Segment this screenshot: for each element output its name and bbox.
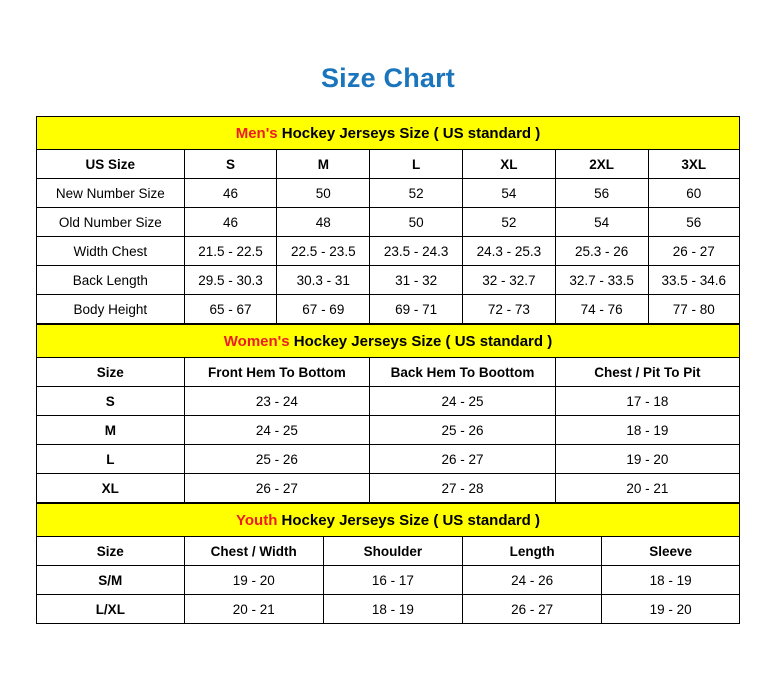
table-row bbox=[37, 474, 740, 503]
table-cell: 20 - 21 bbox=[184, 595, 323, 624]
table-cell: 72 - 73 bbox=[462, 295, 555, 324]
row-label: Old Number Size bbox=[37, 208, 185, 237]
womens-header-cell: Front Hem To Bottom bbox=[184, 358, 370, 387]
youth-header-cell: Chest / Width bbox=[184, 537, 323, 566]
mens-header-cell: 3XL bbox=[648, 150, 739, 179]
table-cell: 46 bbox=[184, 208, 277, 237]
table-cell: 74 - 76 bbox=[555, 295, 648, 324]
youth-banner-accent: Youth bbox=[236, 511, 278, 529]
table-cell: 16 - 17 bbox=[323, 566, 462, 595]
table-cell: 19 - 20 bbox=[184, 566, 323, 595]
table-cell: 26 - 27 bbox=[184, 474, 370, 503]
table-cell: 18 - 19 bbox=[555, 416, 739, 445]
row-label: XL bbox=[37, 474, 185, 503]
table-cell: 25.3 - 26 bbox=[555, 237, 648, 266]
youth-banner-row bbox=[37, 504, 740, 537]
mens-banner bbox=[37, 117, 740, 150]
youth-header-cell: Size bbox=[37, 537, 185, 566]
table-row bbox=[37, 566, 740, 595]
youth-header-cell: Shoulder bbox=[323, 537, 462, 566]
table-cell: 19 - 20 bbox=[555, 445, 739, 474]
table-cell: 32 - 32.7 bbox=[462, 266, 555, 295]
row-label: Back Length bbox=[37, 266, 185, 295]
youth-banner bbox=[37, 504, 740, 537]
table-cell: 24 - 25 bbox=[184, 416, 370, 445]
table-cell: 18 - 19 bbox=[602, 566, 740, 595]
womens-banner-row bbox=[37, 325, 740, 358]
mens-header-row bbox=[37, 150, 740, 179]
table-cell: 56 bbox=[648, 208, 739, 237]
table-cell: 26 - 27 bbox=[648, 237, 739, 266]
table-cell: 50 bbox=[277, 179, 370, 208]
table-row bbox=[37, 595, 740, 624]
table-cell: 69 - 71 bbox=[370, 295, 463, 324]
table-cell: 23.5 - 24.3 bbox=[370, 237, 463, 266]
table-cell: 29.5 - 30.3 bbox=[184, 266, 277, 295]
womens-header-cell: Chest / Pit To Pit bbox=[555, 358, 739, 387]
table-row bbox=[37, 266, 740, 295]
table-row bbox=[37, 237, 740, 266]
table-row bbox=[37, 295, 740, 324]
table-cell: 31 - 32 bbox=[370, 266, 463, 295]
table-cell: 25 - 26 bbox=[370, 416, 556, 445]
table-row bbox=[37, 179, 740, 208]
mens-header-cell: 2XL bbox=[555, 150, 648, 179]
mens-banner-rest: Hockey Jerseys Size ( US standard ) bbox=[277, 124, 541, 142]
mens-header-cell: M bbox=[277, 150, 370, 179]
table-row bbox=[37, 416, 740, 445]
womens-banner-accent: Women's bbox=[223, 332, 290, 350]
table-cell: 52 bbox=[462, 208, 555, 237]
table-cell: 48 bbox=[277, 208, 370, 237]
table-cell: 54 bbox=[462, 179, 555, 208]
youth-header-cell: Length bbox=[463, 537, 602, 566]
row-label: Width Chest bbox=[37, 237, 185, 266]
mens-banner-accent: Men's bbox=[235, 124, 278, 142]
table-cell: 54 bbox=[555, 208, 648, 237]
mens-header-cell: L bbox=[370, 150, 463, 179]
table-cell: 21.5 - 22.5 bbox=[184, 237, 277, 266]
row-label: L bbox=[37, 445, 185, 474]
row-label: S/M bbox=[37, 566, 185, 595]
page-title: Size Chart bbox=[320, 63, 456, 93]
mens-header-cell: XL bbox=[462, 150, 555, 179]
mens-header-cell: S bbox=[184, 150, 277, 179]
youth-header-cell: Sleeve bbox=[602, 537, 740, 566]
table-cell: 19 - 20 bbox=[602, 595, 740, 624]
table-cell: 23 - 24 bbox=[184, 387, 370, 416]
table-cell: 32.7 - 33.5 bbox=[555, 266, 648, 295]
table-cell: 60 bbox=[648, 179, 739, 208]
table-cell: 52 bbox=[370, 179, 463, 208]
table-cell: 50 bbox=[370, 208, 463, 237]
table-cell: 67 - 69 bbox=[277, 295, 370, 324]
row-label: S bbox=[37, 387, 185, 416]
table-cell: 46 bbox=[184, 179, 277, 208]
table-row bbox=[37, 208, 740, 237]
row-label: L/XL bbox=[37, 595, 185, 624]
table-cell: 33.5 - 34.6 bbox=[648, 266, 739, 295]
row-label: M bbox=[37, 416, 185, 445]
youth-header-row bbox=[37, 537, 740, 566]
womens-header-row bbox=[37, 358, 740, 387]
table-cell: 56 bbox=[555, 179, 648, 208]
youth-banner-rest: Hockey Jerseys Size ( US standard ) bbox=[277, 511, 540, 529]
row-label: New Number Size bbox=[37, 179, 185, 208]
table-cell: 77 - 80 bbox=[648, 295, 739, 324]
mens-size-table bbox=[36, 116, 740, 324]
table-cell: 20 - 21 bbox=[555, 474, 739, 503]
table-cell: 25 - 26 bbox=[184, 445, 370, 474]
size-tables-container bbox=[36, 116, 740, 624]
row-label: Body Height bbox=[37, 295, 185, 324]
womens-header-cell: Size bbox=[37, 358, 185, 387]
table-cell: 22.5 - 23.5 bbox=[277, 237, 370, 266]
table-cell: 24 - 25 bbox=[370, 387, 556, 416]
table-cell: 18 - 19 bbox=[323, 595, 462, 624]
table-row bbox=[37, 387, 740, 416]
table-cell: 26 - 27 bbox=[463, 595, 602, 624]
womens-banner bbox=[37, 325, 740, 358]
table-cell: 30.3 - 31 bbox=[277, 266, 370, 295]
table-cell: 17 - 18 bbox=[555, 387, 739, 416]
womens-size-table bbox=[36, 324, 740, 503]
table-cell: 27 - 28 bbox=[370, 474, 556, 503]
womens-banner-rest: Hockey Jerseys Size ( US standard ) bbox=[289, 332, 553, 350]
table-cell: 26 - 27 bbox=[370, 445, 556, 474]
table-row bbox=[37, 445, 740, 474]
youth-size-table bbox=[36, 503, 740, 624]
table-cell: 24 - 26 bbox=[463, 566, 602, 595]
table-cell: 65 - 67 bbox=[184, 295, 277, 324]
mens-header-cell: US Size bbox=[37, 150, 185, 179]
table-cell: 24.3 - 25.3 bbox=[462, 237, 555, 266]
womens-header-cell: Back Hem To Boottom bbox=[370, 358, 556, 387]
mens-banner-row bbox=[37, 117, 740, 150]
